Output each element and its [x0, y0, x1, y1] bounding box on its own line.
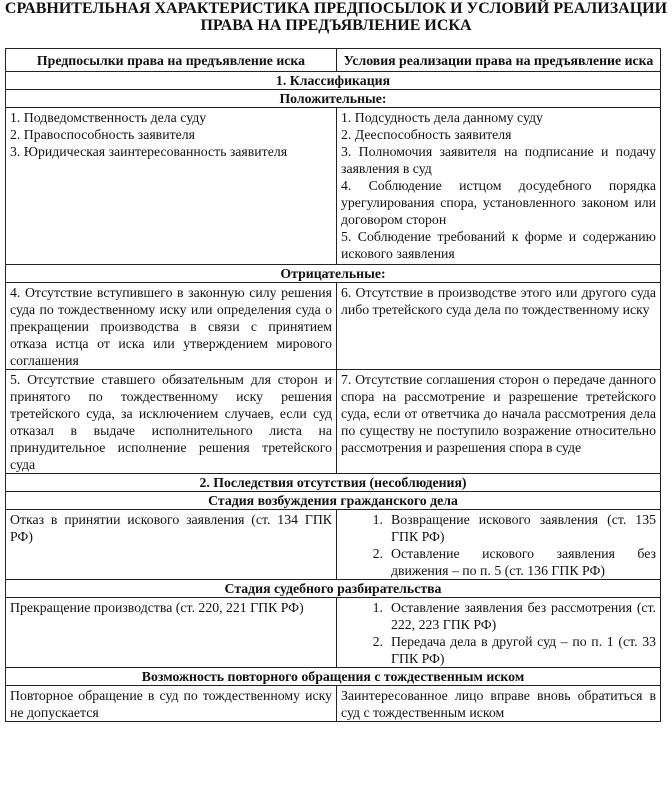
list-item: 3. Юридическая заинтересованность заявителя [10, 144, 288, 159]
section-row [6, 72, 661, 90]
list-item: 3. Полномочия заявителя на подписание и подачу заявления в суд [341, 144, 656, 176]
table-row [6, 598, 661, 668]
list-item: 4. Соблюдение истцом досудебного порядка урегулирования спора, установленного законом или договором сторон [341, 178, 656, 227]
section-row [6, 580, 661, 598]
section-positive: Положительные: [6, 90, 661, 108]
list-item: 2. Правоспособность заявителя [10, 127, 195, 142]
section-row [6, 265, 661, 283]
table-row [6, 510, 661, 580]
section-row [6, 474, 661, 492]
section-stage-trial: Стадия судебного разбирательства [6, 580, 661, 598]
initiation-condition-consequences [337, 510, 661, 580]
section-row [6, 90, 661, 108]
initiation-prerequisite-consequence: Отказ в принятии искового заявления (ст. 134 ГПК РФ) [6, 510, 337, 580]
comparison-table [5, 48, 661, 722]
title-line-1: СРАВНИТЕЛЬНАЯ ХАРАКТЕРИСТИКА ПРЕДПОСЫЛОК И УСЛОВИЙ РЕАЛИЗАЦИИ [4, 0, 668, 17]
list-item: 2. Дееспособность заявителя [341, 127, 512, 142]
list-number: 1. [372, 512, 383, 527]
column-header-conditions: Условия реализации права на предъявление иска [337, 49, 661, 72]
negative-condition-6: 6. Отсутствие в производстве этого или другого суда либо третейского суда дела по тождественному иску [337, 283, 661, 370]
list-text: Возвращение искового заявления (ст. 135 ГПК РФ) [391, 512, 656, 544]
list-item [341, 633, 656, 667]
repeat-prerequisite: Повторное обращение в суд по тождественному иску не допускается [6, 686, 337, 722]
trial-condition-consequences [337, 598, 661, 668]
section-negative: Отрицательные: [6, 265, 661, 283]
repeat-condition: Заинтересованное лицо вправе вновь обратиться в суд с тождественным иском [337, 686, 661, 722]
list-number: 1. [372, 600, 383, 615]
section-classification: 1. Классификация [6, 72, 661, 90]
table-row [6, 283, 661, 370]
table-row [6, 370, 661, 474]
list-item: 1. Подведомственность дела суду [10, 110, 207, 125]
table-row [6, 686, 661, 722]
numbered-list [341, 511, 656, 579]
list-item [341, 545, 656, 579]
trial-prerequisite-consequence: Прекращение производства (ст. 220, 221 ГПК РФ) [6, 598, 337, 668]
table-row [6, 108, 661, 265]
header-row [6, 49, 661, 72]
negative-prerequisite-5: 5. Отсутствие ставшего обязательным для сторон и принятого по тождественному иску решения третейского суда, за исключением случаев, если суд отказал в выдаче исполнительного листа на принудительное исполнение решения третейского суда [6, 370, 337, 474]
negative-condition-7: 7. Отсутствие соглашения сторон о передаче данного спора на рассмотрение и разрешение третейского суда, если от ответчика до начала рассмотрения дела по существу не поступило возражение относительно рассмотрения и разрешения спора в суде [337, 370, 661, 474]
document-title [0, 0, 672, 34]
section-repeat: Возможность повторного обращения с тождественным иском [6, 668, 661, 686]
list-item [341, 511, 656, 545]
numbered-list [341, 599, 656, 667]
section-row [6, 492, 661, 510]
column-header-prerequisites: Предпосылки права на предъявление иска [6, 49, 337, 72]
positive-prerequisites-cell [6, 108, 337, 265]
section-row [6, 668, 661, 686]
list-item: 1. Подсудность дела данному суду [341, 110, 543, 125]
list-item [341, 599, 656, 633]
list-item: 5. Соблюдение требований к форме и содержанию искового заявления [341, 229, 656, 261]
list-number: 2. [372, 546, 383, 561]
section-stage-initiation: Стадия возбуждения гражданского дела [6, 492, 661, 510]
positive-conditions-cell [337, 108, 661, 265]
list-text: Оставление заявления без рассмотрения (ст. 222, 223 ГПК РФ) [391, 600, 656, 632]
negative-prerequisite-4: 4. Отсутствие вступившего в законную силу решения суда по тождественному иску или определения суда о прекращении производства в связи с принятием отказа истца от иска или утверждением мирового соглашения [6, 283, 337, 370]
list-text: Оставление искового заявления без движения – по п. 5 (ст. 136 ГПК РФ) [391, 546, 656, 578]
list-text: Передача дела в другой суд – по п. 1 (ст. 33 ГПК РФ) [391, 634, 656, 666]
title-line-2: ПРАВА НА ПРЕДЪЯВЛЕНИЕ ИСКА [200, 17, 472, 34]
section-consequences: 2. Последствия отсутствия (несоблюдения) [6, 474, 661, 492]
list-number: 2. [372, 634, 383, 649]
